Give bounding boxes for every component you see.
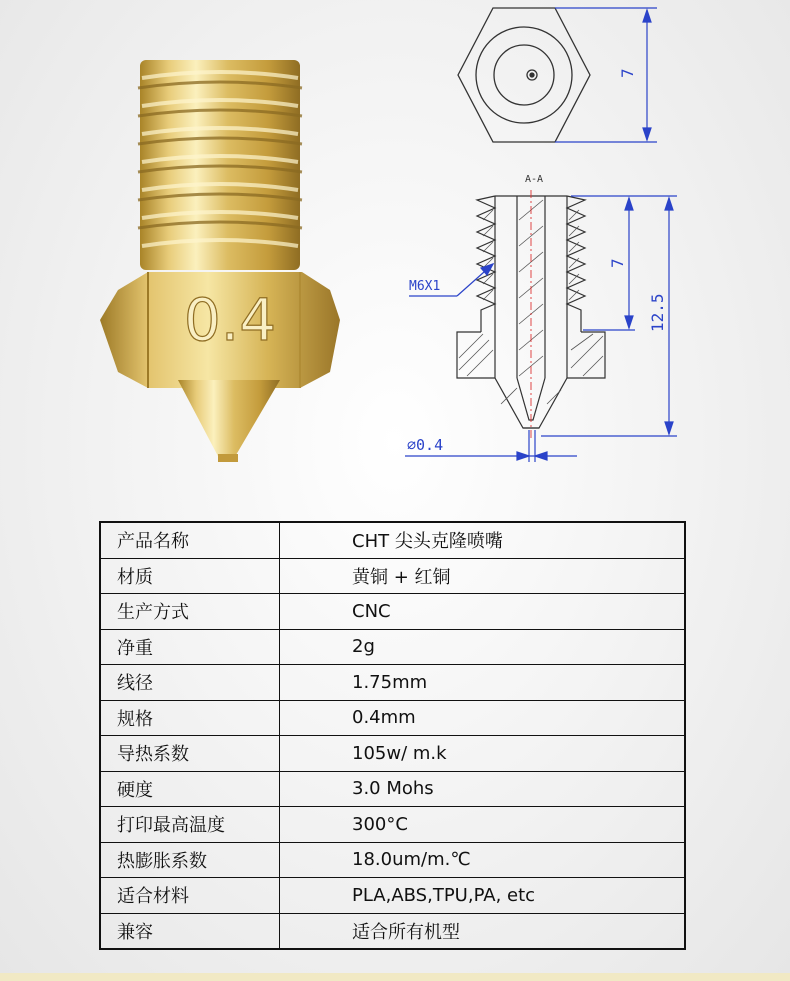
spec-row	[100, 771, 685, 807]
section-label: A-A	[525, 174, 544, 185]
spec-key: 产品名称	[100, 522, 280, 558]
spec-key: 打印最高温度	[100, 807, 280, 843]
spec-value: 18.0um/m.℃	[280, 842, 686, 878]
nozzle-photo	[90, 50, 360, 470]
spec-value: 2g	[280, 629, 686, 665]
spec-key: 材质	[100, 558, 280, 594]
spec-value: 0.4mm	[280, 700, 686, 736]
spec-row	[100, 842, 685, 878]
spec-row	[100, 807, 685, 843]
spec-row	[100, 700, 685, 736]
spec-value: CNC	[280, 594, 686, 630]
spec-value: 105w/ m.k	[280, 736, 686, 772]
thread-spec-label: M6X1	[409, 279, 441, 294]
spec-key: 规格	[100, 700, 280, 736]
bottom-strip	[0, 973, 790, 981]
spec-row	[100, 522, 685, 558]
spec-key: 硬度	[100, 771, 280, 807]
spec-key: 线径	[100, 665, 280, 701]
spec-row	[100, 665, 685, 701]
spec-row	[100, 629, 685, 665]
spec-value: PLA,ABS,TPU,PA, etc	[280, 878, 686, 914]
spec-row	[100, 878, 685, 914]
spec-value: 1.75mm	[280, 665, 686, 701]
spec-value: 黄铜 + 红铜	[280, 558, 686, 594]
spec-table	[99, 521, 686, 950]
spec-value: CHT 尖头克隆喷嘴	[280, 522, 686, 558]
spec-key: 净重	[100, 629, 280, 665]
thread-length-dimension: 7	[608, 258, 627, 268]
spec-key: 导热系数	[100, 736, 280, 772]
top-view	[458, 8, 590, 142]
spec-value: 3.0 Mohs	[280, 771, 686, 807]
nozzle-size-marking: 0.4	[183, 286, 277, 354]
spec-value: 300°C	[280, 807, 686, 843]
spec-row	[100, 736, 685, 772]
spec-key: 生产方式	[100, 594, 280, 630]
total-length-dimension: 12.5	[648, 293, 667, 332]
technical-drawing	[395, 0, 715, 470]
top-view-dimension: 7	[618, 68, 637, 78]
orifice-dimension: ∅0.4	[407, 436, 444, 454]
spec-row	[100, 913, 685, 949]
spec-key: 适合材料	[100, 878, 280, 914]
spec-value: 适合所有机型	[280, 913, 686, 949]
spec-row	[100, 594, 685, 630]
spec-row	[100, 558, 685, 594]
spec-key: 兼容	[100, 913, 280, 949]
spec-key: 热膨胀系数	[100, 842, 280, 878]
